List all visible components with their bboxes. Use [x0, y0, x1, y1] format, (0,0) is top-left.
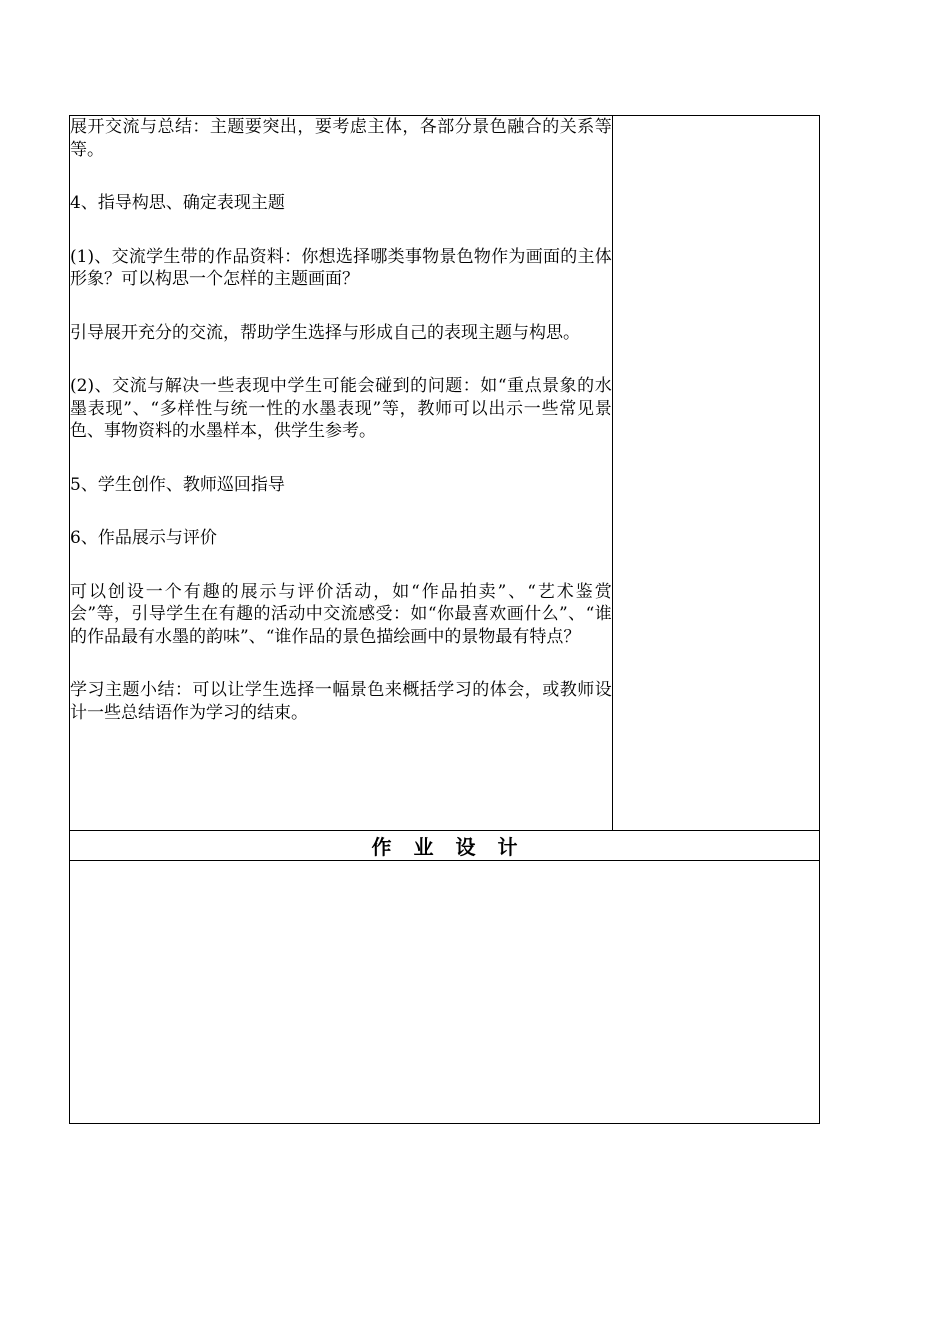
evaluation-activity-paragraph: 可以创设一个有趣的展示与评价活动，如“作品拍卖”、“艺术鉴赏会”等，引导学生在有趣的活动中交流感受：如“你最喜欢画什么”、“谁的作品最有水墨的韵味”、“谁作品的景色描绘画中的景物最有特点？	[70, 581, 612, 647]
homework-content-row	[70, 861, 820, 1124]
homework-content-cell	[70, 861, 820, 1124]
step-summary-paragraph: 展开交流与总结：主题要突出，要考虑主体，各部分景色融合的关系等等。	[70, 117, 612, 160]
homework-section-title: 作业设计	[70, 831, 820, 861]
guide-exchange-paragraph: 引导展开充分的交流，帮助学生选择与形成自己的表现主题与构思。	[70, 322, 580, 343]
lesson-plan-table	[69, 115, 820, 1124]
side-notes-cell	[612, 116, 819, 831]
step-4-1-paragraph: (1)、交流学生带的作品资料：你想选择哪类事物景色物作为画面的主体形象？可以构思一个怎样的主题画面？	[70, 246, 612, 289]
step-6-heading: 6、作品展示与评价	[70, 528, 217, 548]
step-4-heading: 4、指导构思、确定表现主题	[70, 193, 285, 213]
step-4-2-paragraph: (2)、交流与解决一些表现中学生可能会碰到的问题：如“重点景象的水墨表现”、“多样性与统一性的水墨表现”等，教师可以出示一些常见景色、事物资料的水墨样本，供学生参考。	[70, 376, 612, 441]
summary-paragraph: 学习主题小结：可以让学生选择一幅景色来概括学习的体会，或教师设计一些总结语作为学习的结束。	[70, 680, 612, 723]
step-5-heading: 5、学生创作、教师巡回指导	[70, 474, 285, 495]
homework-header-row	[70, 831, 820, 861]
lesson-process-cell	[70, 116, 613, 831]
lesson-process-row	[70, 116, 820, 831]
